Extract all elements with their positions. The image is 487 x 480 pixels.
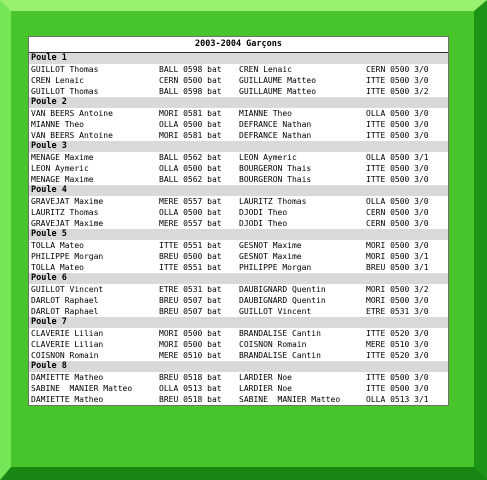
winner-name: GUILLOT Vincent (31, 285, 104, 294)
match-row (29, 86, 448, 97)
winner-club-points: BREU 0507 bat (159, 307, 222, 316)
winner-name: TOLLA Mateo (31, 241, 84, 250)
winner-name: CREN Lenaic (31, 76, 84, 85)
winner-club-points: MERE 0557 bat (159, 219, 222, 228)
loser-club-score: MORI 0500 3/0 (366, 296, 429, 305)
winner-club-points: OLLA 0500 bat (159, 120, 222, 129)
loser-name: LAURITZ Thomas (239, 197, 307, 206)
loser-name: DJODI Theo (239, 208, 288, 217)
loser-club-score: ETRE 0531 3/0 (366, 307, 429, 316)
winner-club-points: ETRE 0531 bat (159, 285, 222, 294)
winner-club-points: MORI 0500 bat (159, 340, 222, 349)
loser-club-score: ITTE 0500 3/0 (366, 164, 429, 173)
loser-name: BRANDALISE Cantin (239, 351, 321, 360)
winner-club-points: BALL 0598 bat (159, 87, 222, 96)
winner-name: LAURITZ Thomas (31, 208, 99, 217)
winner-club-points: BALL 0562 bat (159, 153, 222, 162)
loser-club-score: BREU 0500 3/1 (366, 263, 429, 272)
match-row (29, 174, 448, 185)
winner-name: DAMIETTE Matheo (31, 373, 104, 382)
winner-name: SABINE MANIER Matteo (31, 384, 133, 393)
loser-club-score: ITTE 0500 3/0 (366, 120, 429, 129)
group-header: Poule 7 (29, 317, 448, 328)
winner-name: CLAVERIE Lilian (31, 340, 104, 349)
winner-club-points: MERE 0510 bat (159, 351, 222, 360)
group-header: Poule 6 (29, 273, 448, 284)
winner-name: DAMIETTE Matheo (31, 395, 104, 404)
match-row (29, 251, 448, 262)
winner-name: VAN BEERS Antoine (31, 109, 113, 118)
match-row (29, 383, 448, 394)
match-row (29, 306, 448, 317)
loser-name: PHILIPPE Morgan (239, 263, 312, 272)
match-row (29, 108, 448, 119)
winner-club-points: ITTE 0551 bat (159, 263, 222, 272)
match-row (29, 64, 448, 75)
winner-name: DARLOT Raphael (31, 296, 99, 305)
loser-club-score: ITTE 0520 3/0 (366, 351, 429, 360)
winner-club-points: BREU 0507 bat (159, 296, 222, 305)
loser-club-score: CERN 0500 3/0 (366, 219, 429, 228)
match-row (29, 339, 448, 350)
results-sheet (28, 36, 449, 406)
loser-club-score: ITTE 0500 3/0 (366, 131, 429, 140)
winner-name: DARLOT Raphael (31, 307, 99, 316)
winner-name: TOLLA Mateo (31, 263, 84, 272)
loser-name: DJODI Theo (239, 219, 288, 228)
winner-name: LEON Aymeric (31, 164, 89, 173)
loser-name: DEFRANCE Nathan (239, 120, 312, 129)
match-row (29, 163, 448, 174)
loser-name: GUILLAUME Matteo (239, 87, 317, 96)
winner-club-points: MORI 0581 bat (159, 109, 222, 118)
winner-name: PHILIPPE Morgan (31, 252, 104, 261)
loser-name: LEON Aymeric (239, 153, 297, 162)
loser-club-score: OLLA 0513 3/1 (366, 395, 429, 404)
match-row (29, 240, 448, 251)
loser-club-score: MORI 0500 3/1 (366, 252, 429, 261)
winner-club-points: BREU 0500 bat (159, 252, 222, 261)
winner-club-points: BREU 0518 bat (159, 395, 222, 404)
loser-name: COISNON Romain (239, 340, 307, 349)
match-row (29, 295, 448, 306)
match-row (29, 328, 448, 339)
match-row (29, 75, 448, 86)
winner-name: GUILLOT Thomas (31, 65, 99, 74)
loser-club-score: ITTE 0520 3/0 (366, 329, 429, 338)
winner-club-points: MORI 0581 bat (159, 131, 222, 140)
group-header: Poule 8 (29, 361, 448, 372)
loser-club-score: OLLA 0500 3/0 (366, 109, 429, 118)
loser-club-score: ITTE 0500 3/2 (366, 87, 429, 96)
loser-name: GESNOT Maxime (239, 241, 302, 250)
winner-club-points: MORI 0500 bat (159, 329, 222, 338)
winner-name: CLAVERIE Lilian (31, 329, 104, 338)
group-header: Poule 3 (29, 141, 448, 152)
match-row (29, 130, 448, 141)
loser-club-score: MERE 0510 3/0 (366, 340, 429, 349)
loser-club-score: ITTE 0500 3/0 (366, 76, 429, 85)
match-row (29, 262, 448, 273)
loser-name: BRANDALISE Cantin (239, 329, 321, 338)
group-header: Poule 4 (29, 185, 448, 196)
loser-name: DEFRANCE Nathan (239, 131, 312, 140)
loser-name: BOURGERON Thais (239, 175, 312, 184)
winner-name: GUILLOT Thomas (31, 87, 99, 96)
group-header: Poule 1 (29, 53, 448, 64)
match-row (29, 350, 448, 361)
winner-name: GRAVEJAT Maxime (31, 197, 104, 206)
loser-name: LARDIER Noe (239, 373, 292, 382)
winner-club-points: BREU 0518 bat (159, 373, 222, 382)
match-row (29, 119, 448, 130)
winner-name: VAN BEERS Antoine (31, 131, 113, 140)
loser-club-score: OLLA 0500 3/1 (366, 153, 429, 162)
loser-name: DAUBIGNARD Quentin (239, 296, 326, 305)
match-row (29, 152, 448, 163)
loser-club-score: OLLA 0500 3/0 (366, 197, 429, 206)
loser-club-score: MORI 0500 3/2 (366, 285, 429, 294)
loser-name: GUILLOT Vincent (239, 307, 312, 316)
loser-name: MIANNE Theo (239, 109, 292, 118)
winner-club-points: CERN 0500 bat (159, 76, 222, 85)
winner-club-points: OLLA 0513 bat (159, 384, 222, 393)
loser-name: DAUBIGNARD Quentin (239, 285, 326, 294)
winner-club-points: BALL 0562 bat (159, 175, 222, 184)
loser-name: GUILLAUME Matteo (239, 76, 317, 85)
group-header: Poule 2 (29, 97, 448, 108)
winner-name: GRAVEJAT Maxime (31, 219, 104, 228)
sheet-title: 2003-2004 Garçons (29, 37, 448, 53)
loser-club-score: ITTE 0500 3/0 (366, 175, 429, 184)
group-header: Poule 5 (29, 229, 448, 240)
match-row (29, 218, 448, 229)
loser-club-score: ITTE 0500 3/0 (366, 384, 429, 393)
winner-club-points: ITTE 0551 bat (159, 241, 222, 250)
match-row (29, 196, 448, 207)
loser-club-score: CERN 0500 3/0 (366, 208, 429, 217)
match-row (29, 394, 448, 405)
winner-club-points: OLLA 0500 bat (159, 208, 222, 217)
match-row (29, 284, 448, 295)
winner-name: MENAGE Maxime (31, 175, 94, 184)
winner-club-points: OLLA 0500 bat (159, 164, 222, 173)
winner-name: MENAGE Maxime (31, 153, 94, 162)
groups-container (29, 53, 448, 405)
winner-club-points: BALL 0598 bat (159, 65, 222, 74)
loser-name: CREN Lenaic (239, 65, 292, 74)
loser-club-score: CERN 0500 3/0 (366, 65, 429, 74)
match-row (29, 372, 448, 383)
loser-name: SABINE MANIER Matteo (239, 395, 341, 404)
loser-name: LARDIER Noe (239, 384, 292, 393)
winner-club-points: MERE 0557 bat (159, 197, 222, 206)
winner-name: MIANNE Theo (31, 120, 84, 129)
loser-name: GESNOT Maxime (239, 252, 302, 261)
match-row (29, 207, 448, 218)
loser-club-score: ITTE 0500 3/0 (366, 373, 429, 382)
winner-name: COISNON Romain (31, 351, 99, 360)
loser-club-score: MORI 0500 3/0 (366, 241, 429, 250)
loser-name: BOURGERON Thais (239, 164, 312, 173)
